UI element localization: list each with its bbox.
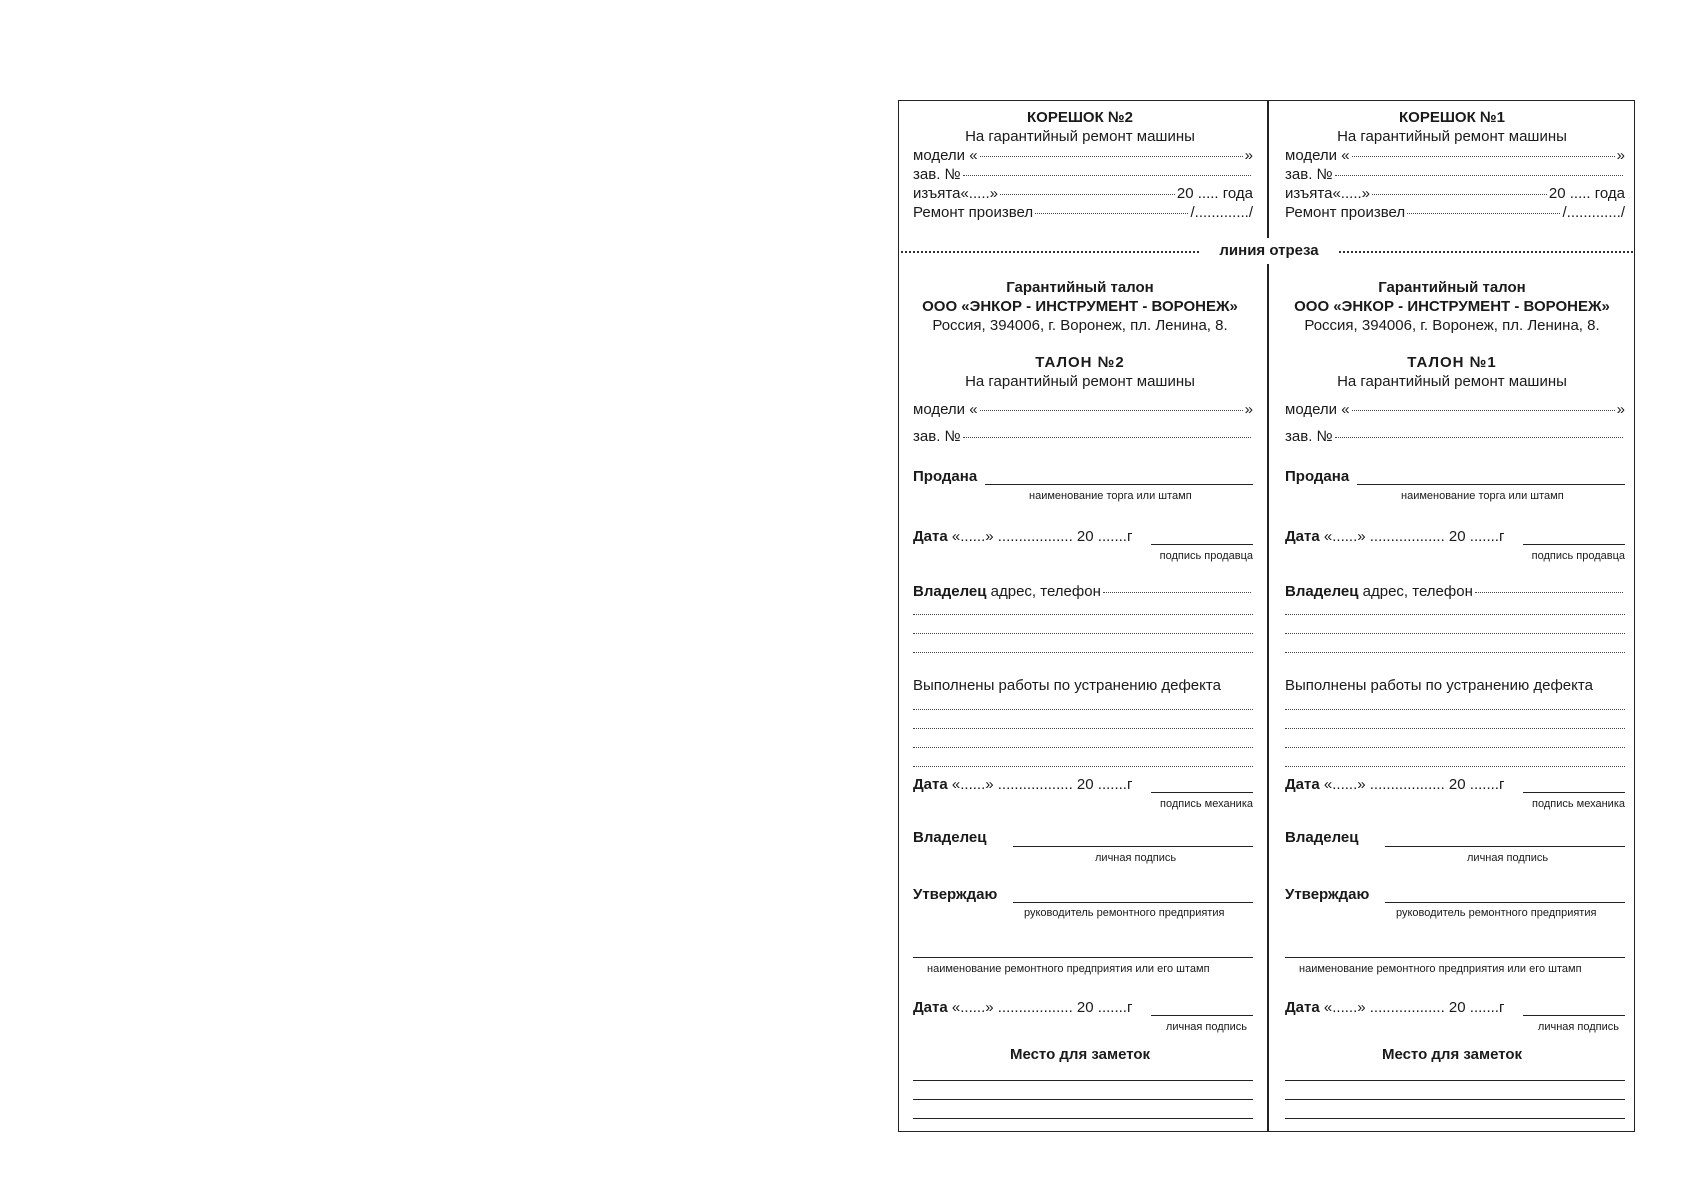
works-line[interactable] — [913, 766, 1253, 767]
date-text: «......» .................. 20 .......г — [1323, 528, 1505, 545]
stub-removed-line — [913, 185, 1253, 203]
works-line[interactable] — [913, 728, 1253, 729]
mechanic-sign-field[interactable] — [1523, 792, 1625, 793]
stub-model-prefix: модели « — [1285, 147, 1350, 164]
date-text: «......» .................. 20 .......г — [951, 999, 1133, 1016]
stub-removed-prefix: изъята«.....» — [913, 185, 998, 202]
company-address: Россия, 394006, г. Воронеж, пл. Ленина, 8. — [1304, 317, 1600, 334]
company-name: ООО «ЭНКОР - ИНСТРУМЕНТ - ВОРОНЕЖ» — [922, 298, 1238, 315]
date-text: «......» .................. 20 .......г — [951, 528, 1133, 545]
works-label: Выполнены работы по устранению дефекта — [913, 677, 1221, 694]
works-line[interactable] — [1285, 747, 1625, 748]
coupon-model-suffix: » — [1616, 401, 1625, 418]
notes-label: Место для заметок — [1381, 1046, 1523, 1063]
owner-sign-label: Владелец — [1285, 829, 1359, 846]
owner-address-line[interactable] — [913, 633, 1253, 634]
stub-model-dots[interactable] — [1352, 156, 1615, 157]
warranty-form — [898, 100, 1635, 1132]
stub-serial-dots[interactable] — [963, 175, 1251, 176]
works-line[interactable] — [913, 747, 1253, 748]
owner-dots[interactable] — [1103, 592, 1251, 593]
date-text: «......» .................. 20 .......г — [1323, 776, 1505, 793]
date-line-seller — [913, 528, 1132, 546]
approve-caption: руководитель ремонтного предприятия — [1024, 907, 1225, 919]
stub-model-line — [1285, 147, 1625, 165]
seller-sign-field[interactable] — [1151, 544, 1253, 545]
works-line[interactable] — [1285, 766, 1625, 767]
notes-label: Место для заметок — [1009, 1046, 1151, 1063]
stub-repair-label: Ремонт произвел — [913, 204, 1034, 221]
owner-text: адрес, телефон — [1362, 583, 1473, 600]
coupon-model-line — [913, 401, 1253, 419]
stub-model-line — [913, 147, 1253, 165]
mechanic-sign-caption: подпись механика — [1532, 798, 1625, 810]
coupon-serial-label: зав. № — [913, 428, 961, 445]
coupon-serial-dots[interactable] — [1335, 437, 1623, 438]
cut-line-label: линия отреза — [1219, 242, 1319, 259]
coupon-header: Гарантийный талон — [1006, 279, 1154, 296]
owner-sign-label: Владелец — [913, 829, 987, 846]
stub-removed-prefix: изъята«.....» — [1285, 185, 1370, 202]
stub-removed-line — [1285, 185, 1625, 203]
sold-field[interactable] — [985, 484, 1253, 485]
coupon-model-line — [1285, 401, 1625, 419]
stub-model-suffix: » — [1244, 147, 1253, 164]
stub-serial-label: зав. № — [1285, 166, 1333, 183]
column-left — [905, 101, 1255, 1131]
enterprise-field[interactable] — [913, 957, 1253, 958]
stub-repair-suffix: /............./ — [1190, 204, 1253, 221]
date-label: Дата — [913, 776, 948, 793]
date-label: Дата — [1285, 528, 1320, 545]
sold-caption: наименование торга или штамп — [1029, 490, 1192, 502]
coupon-model-dots[interactable] — [1352, 410, 1615, 411]
owner-dots[interactable] — [1475, 592, 1623, 593]
mechanic-sign-caption: подпись механика — [1160, 798, 1253, 810]
stub-subtitle: На гарантийный ремонт машины — [965, 128, 1195, 145]
date-text: «......» .................. 20 .......г — [1323, 999, 1505, 1016]
coupon-serial-label: зав. № — [1285, 428, 1333, 445]
approve-field[interactable] — [1385, 902, 1625, 903]
coupon-subtitle: На гарантийный ремонт машины — [1337, 373, 1567, 390]
sold-label: Продана — [913, 468, 978, 485]
stub-title: КОРЕШОК №1 — [1399, 109, 1505, 126]
date-text: «......» .................. 20 .......г — [951, 776, 1133, 793]
stub-removed-dots[interactable] — [1372, 194, 1547, 195]
owner-address-line[interactable] — [1285, 652, 1625, 653]
coupon-header: Гарантийный талон — [1378, 279, 1526, 296]
seller-sign-caption: подпись продавца — [1531, 550, 1625, 562]
owner-sign-field[interactable] — [1013, 846, 1253, 847]
enterprise-field[interactable] — [1285, 957, 1625, 958]
owner-address-line[interactable] — [913, 652, 1253, 653]
company-name: ООО «ЭНКОР - ИНСТРУМЕНТ - ВОРОНЕЖ» — [1294, 298, 1610, 315]
owner-label: Владелец — [1285, 583, 1359, 600]
coupon-serial-line — [1285, 428, 1625, 446]
works-label: Выполнены работы по устранению дефекта — [1285, 677, 1593, 694]
date-label: Дата — [913, 528, 948, 545]
owner-text: адрес, телефон — [990, 583, 1101, 600]
owner-address-line[interactable] — [1285, 614, 1625, 615]
column-right — [1277, 101, 1627, 1131]
mechanic-sign-field[interactable] — [1151, 792, 1253, 793]
sold-field[interactable] — [1357, 484, 1625, 485]
coupon-model-suffix: » — [1244, 401, 1253, 418]
stub-repair-dots[interactable] — [1407, 213, 1560, 214]
stub-serial-line — [913, 166, 1253, 184]
stub-serial-label: зав. № — [913, 166, 961, 183]
notes-line[interactable] — [1285, 1080, 1625, 1081]
approve-label: Утверждаю — [913, 886, 998, 903]
works-line[interactable] — [1285, 709, 1625, 710]
final-sign-field[interactable] — [1523, 1015, 1625, 1016]
date-label: Дата — [913, 999, 948, 1016]
stub-repair-dots[interactable] — [1035, 213, 1188, 214]
sold-caption: наименование торга или штамп — [1401, 490, 1564, 502]
date-label: Дата — [1285, 776, 1320, 793]
coupon-title: ТАЛОН №2 — [1035, 354, 1125, 371]
coupon-model-prefix: модели « — [1285, 401, 1350, 418]
stub-model-dots[interactable] — [980, 156, 1243, 157]
seller-sign-field[interactable] — [1523, 544, 1625, 545]
coupon-title: ТАЛОН №1 — [1407, 354, 1497, 371]
coupon-serial-dots[interactable] — [963, 437, 1251, 438]
enterprise-caption: наименование ремонтного предприятия или его штамп — [1299, 963, 1582, 975]
stub-serial-line — [1285, 166, 1625, 184]
personal-sign-caption: личная подпись — [1095, 852, 1177, 864]
enterprise-caption: наименование ремонтного предприятия или его штамп — [927, 963, 1210, 975]
seller-sign-caption: подпись продавца — [1159, 550, 1253, 562]
coupon-model-dots[interactable] — [980, 410, 1243, 411]
stub-removed-dots[interactable] — [1000, 194, 1175, 195]
owner-address-line[interactable] — [913, 614, 1253, 615]
date-line-mechanic — [1285, 776, 1504, 794]
approve-label: Утверждаю — [1285, 886, 1370, 903]
stub-removed-suffix: 20 ..... года — [1176, 185, 1253, 202]
works-line[interactable] — [913, 709, 1253, 710]
stub-model-suffix: » — [1616, 147, 1625, 164]
personal-sign-caption: личная подпись — [1467, 852, 1549, 864]
owner-line — [913, 583, 1253, 601]
notes-line[interactable] — [913, 1080, 1253, 1081]
sold-label: Продана — [1285, 468, 1350, 485]
date-line-final — [1285, 999, 1504, 1017]
stub-repair-line — [913, 204, 1253, 222]
final-sign-caption: личная подпись — [1537, 1021, 1619, 1033]
date-line-mechanic — [913, 776, 1132, 794]
approve-field[interactable] — [1013, 902, 1253, 903]
works-line[interactable] — [1285, 728, 1625, 729]
stub-subtitle: На гарантийный ремонт машины — [1337, 128, 1567, 145]
coupon-serial-line — [913, 428, 1253, 446]
final-sign-caption: личная подпись — [1165, 1021, 1247, 1033]
date-label: Дата — [1285, 999, 1320, 1016]
stub-title: КОРЕШОК №2 — [1027, 109, 1133, 126]
company-address: Россия, 394006, г. Воронеж, пл. Ленина, 8. — [932, 317, 1228, 334]
notes-line[interactable] — [1285, 1099, 1625, 1100]
coupon-model-prefix: модели « — [913, 401, 978, 418]
notes-line[interactable] — [1285, 1118, 1625, 1119]
stub-repair-line — [1285, 204, 1625, 222]
owner-address-line[interactable] — [1285, 633, 1625, 634]
owner-label: Владелец — [913, 583, 987, 600]
stub-repair-suffix: /............./ — [1562, 204, 1625, 221]
owner-sign-field[interactable] — [1385, 846, 1625, 847]
date-line-final — [913, 999, 1132, 1017]
stub-serial-dots[interactable] — [1335, 175, 1623, 176]
notes-line[interactable] — [913, 1118, 1253, 1119]
stub-model-prefix: модели « — [913, 147, 978, 164]
approve-caption: руководитель ремонтного предприятия — [1396, 907, 1597, 919]
stub-removed-suffix: 20 ..... года — [1548, 185, 1625, 202]
owner-line — [1285, 583, 1625, 601]
final-sign-field[interactable] — [1151, 1015, 1253, 1016]
stub-repair-label: Ремонт произвел — [1285, 204, 1406, 221]
date-line-seller — [1285, 528, 1504, 546]
coupon-subtitle: На гарантийный ремонт машины — [965, 373, 1195, 390]
notes-line[interactable] — [913, 1099, 1253, 1100]
